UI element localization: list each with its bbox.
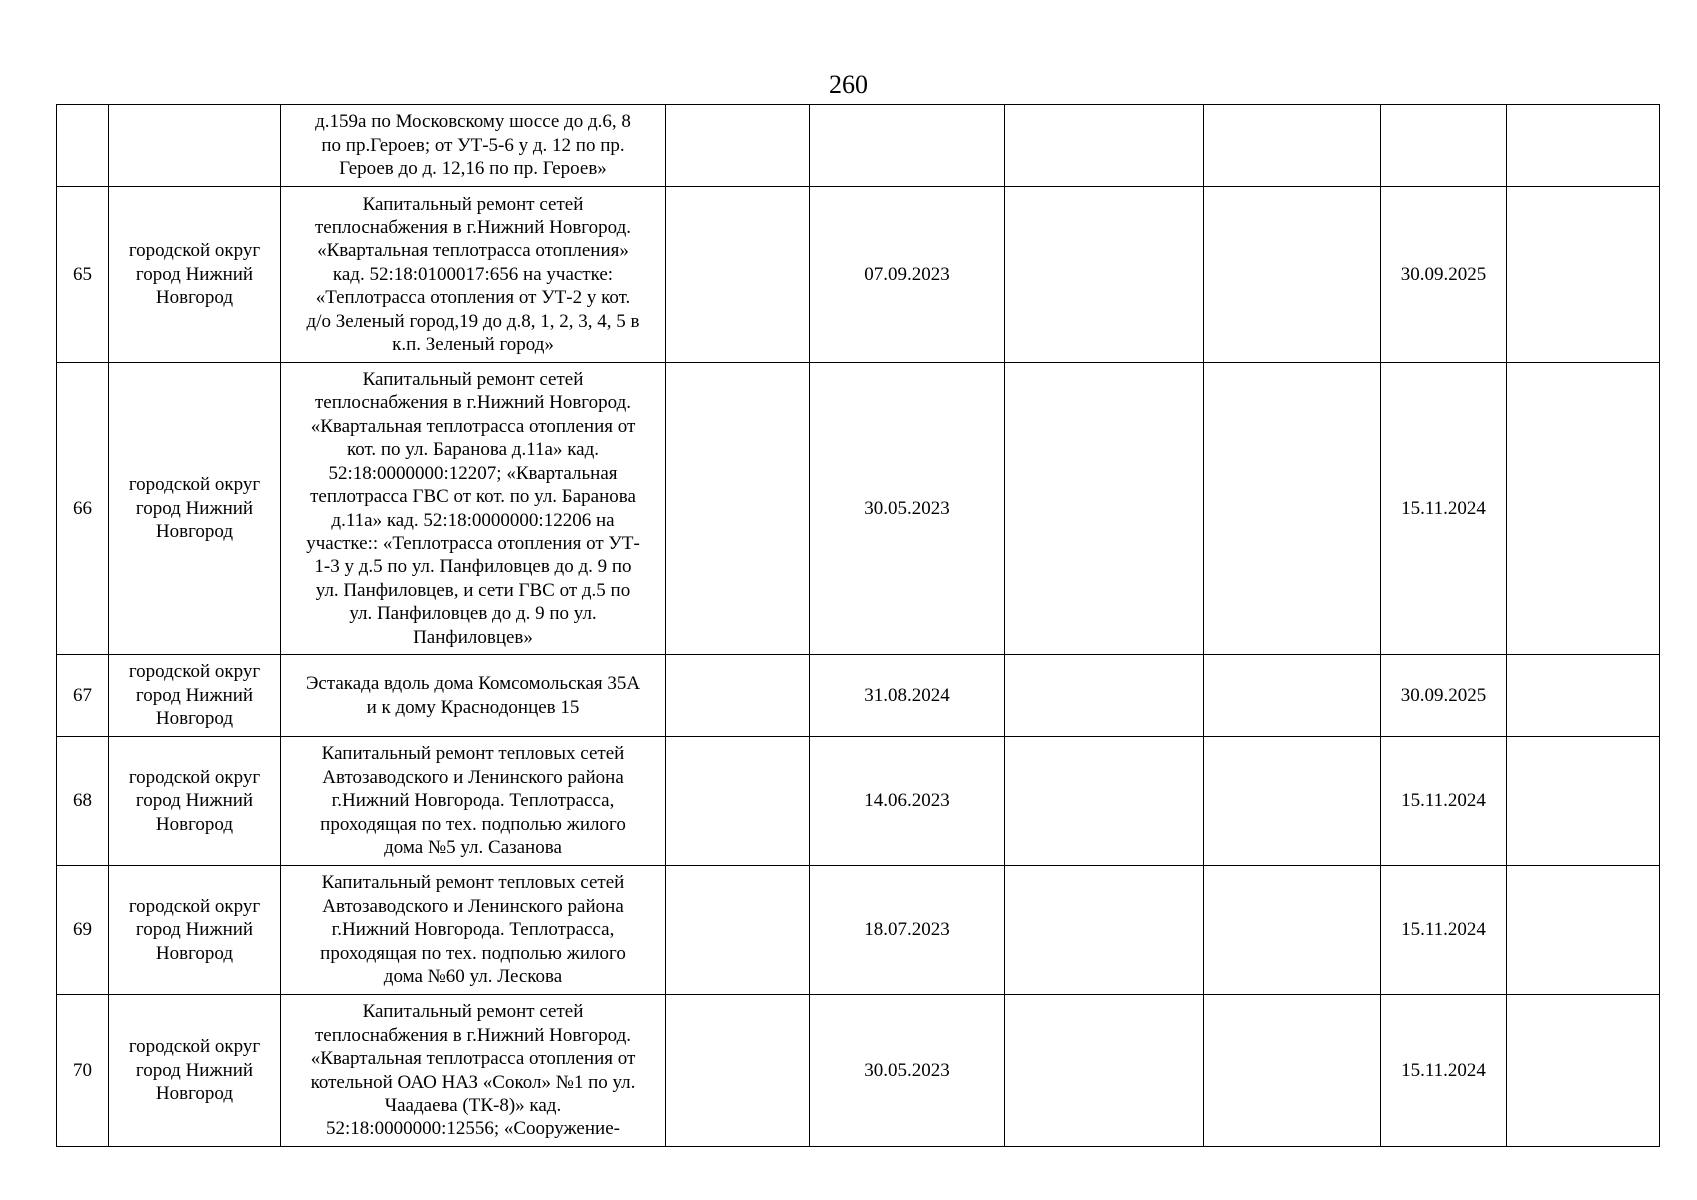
cell-description: Капитальный ремонт тепловых сетей Автозаводского и Ленинского района г.Нижний Новгорода. Теплотрасса, проходящая по тех. подполью жилого дома №60 ул. Лескова xyxy=(281,866,666,995)
cell-col6 xyxy=(1005,363,1204,655)
cell-municipality: городской округ город Нижний Новгород xyxy=(109,737,281,866)
cell-col6 xyxy=(1005,737,1204,866)
table-row xyxy=(57,995,1660,1147)
cell-col7 xyxy=(1204,737,1381,866)
table-row xyxy=(57,737,1660,866)
cell-col4 xyxy=(666,105,810,187)
cell-col7 xyxy=(1204,363,1381,655)
table-row xyxy=(57,866,1660,995)
cell-municipality: городской округ город Нижний Новгород xyxy=(109,655,281,737)
cell-description: Капитальный ремонт тепловых сетей Автозаводского и Ленинского района г.Нижний Новгорода. Теплотрасса, проходящая по тех. подполью жилого дома №5 ул. Сазанова xyxy=(281,737,666,866)
table-row xyxy=(57,187,1660,363)
cell-end-date: 30.09.2025 xyxy=(1381,655,1507,737)
cell-col4 xyxy=(666,737,810,866)
cell-start-date: 07.09.2023 xyxy=(810,187,1005,363)
cell-col7 xyxy=(1204,655,1381,737)
cell-number: 69 xyxy=(57,866,109,995)
cell-municipality xyxy=(109,105,281,187)
cell-start-date: 14.06.2023 xyxy=(810,737,1005,866)
page-number: 260 xyxy=(829,70,868,99)
cell-number: 66 xyxy=(57,363,109,655)
cell-municipality: городской округ город Нижний Новгород xyxy=(109,866,281,995)
cell-municipality: городской округ город Нижний Новгород xyxy=(109,995,281,1147)
cell-col4 xyxy=(666,866,810,995)
cell-col9 xyxy=(1507,105,1660,187)
table-body xyxy=(57,105,1660,1147)
cell-municipality: городской округ город Нижний Новгород xyxy=(109,187,281,363)
cell-number: 67 xyxy=(57,655,109,737)
cell-number: 65 xyxy=(57,187,109,363)
cell-col7 xyxy=(1204,866,1381,995)
cell-start-date xyxy=(810,105,1005,187)
cell-col6 xyxy=(1005,187,1204,363)
cell-col9 xyxy=(1507,187,1660,363)
table-row xyxy=(57,363,1660,655)
cell-col9 xyxy=(1507,737,1660,866)
cell-description: Капитальный ремонт сетей теплоснабжения в г.Нижний Новгород. «Квартальная теплотрасса отопления» кад. 52:18:0100017:656 на участке: «Теплотрасса отопления от УТ-2 у кот. д/о Зеленый город,19 до д.8, 1, 2, 3, 4, 5 в к.п. Зеленый город» xyxy=(281,187,666,363)
cell-col7 xyxy=(1204,187,1381,363)
cell-col9 xyxy=(1507,655,1660,737)
cell-col6 xyxy=(1005,866,1204,995)
cell-col4 xyxy=(666,655,810,737)
cell-description: Капитальный ремонт сетей теплоснабжения в г.Нижний Новгород. «Квартальная теплотрасса отопления от котельной ОАО НАЗ «Сокол» №1 по ул. Чаадаева (ТК-8)» кад. 52:18:0000000:12556; «Сооружение- xyxy=(281,995,666,1147)
cell-end-date: 15.11.2024 xyxy=(1381,866,1507,995)
cell-number xyxy=(57,105,109,187)
cell-col7 xyxy=(1204,105,1381,187)
cell-end-date: 15.11.2024 xyxy=(1381,363,1507,655)
cell-col6 xyxy=(1005,655,1204,737)
cell-col6 xyxy=(1005,105,1204,187)
cell-start-date: 31.08.2024 xyxy=(810,655,1005,737)
cell-end-date: 15.11.2024 xyxy=(1381,737,1507,866)
cell-start-date: 30.05.2023 xyxy=(810,995,1005,1147)
cell-end-date: 30.09.2025 xyxy=(1381,187,1507,363)
cell-col4 xyxy=(666,995,810,1147)
table-row xyxy=(57,105,1660,187)
cell-number: 68 xyxy=(57,737,109,866)
table-row xyxy=(57,655,1660,737)
cell-col9 xyxy=(1507,363,1660,655)
cell-col6 xyxy=(1005,995,1204,1147)
cell-start-date: 30.05.2023 xyxy=(810,363,1005,655)
cell-description: Капитальный ремонт сетей теплоснабжения в г.Нижний Новгород. «Квартальная теплотрасса отопления от кот. по ул. Баранова д.11а» кад. 52:18:0000000:12207; «Квартальная теплотрасса ГВС от кот. по ул. Баранова д.11а» кад. 52:18:0000000:12206 на участке:: «Теплотрасса отопления от УТ- 1-3 у д.5 по ул. Панфиловцев до д. 9 по ул. Панфиловцев, и сети ГВС от д.5 по ул. Панфиловцев до д. 9 по ул. Панфиловцев» xyxy=(281,363,666,655)
cell-start-date: 18.07.2023 xyxy=(810,866,1005,995)
cell-col9 xyxy=(1507,995,1660,1147)
cell-col9 xyxy=(1507,866,1660,995)
cell-end-date: 15.11.2024 xyxy=(1381,995,1507,1147)
cell-col4 xyxy=(666,363,810,655)
cell-description: д.159а по Московскому шоссе до д.6, 8 по пр.Героев; от УТ-5-6 у д. 12 по пр. Героев до д. 12,16 по пр. Героев» xyxy=(281,105,666,187)
cell-number: 70 xyxy=(57,995,109,1147)
cell-description: Эстакада вдоль дома Комсомольская 35А и к дому Краснодонцев 15 xyxy=(281,655,666,737)
cell-municipality: городской округ город Нижний Новгород xyxy=(109,363,281,655)
works-table xyxy=(56,104,1660,1147)
cell-end-date xyxy=(1381,105,1507,187)
cell-col7 xyxy=(1204,995,1381,1147)
cell-col4 xyxy=(666,187,810,363)
